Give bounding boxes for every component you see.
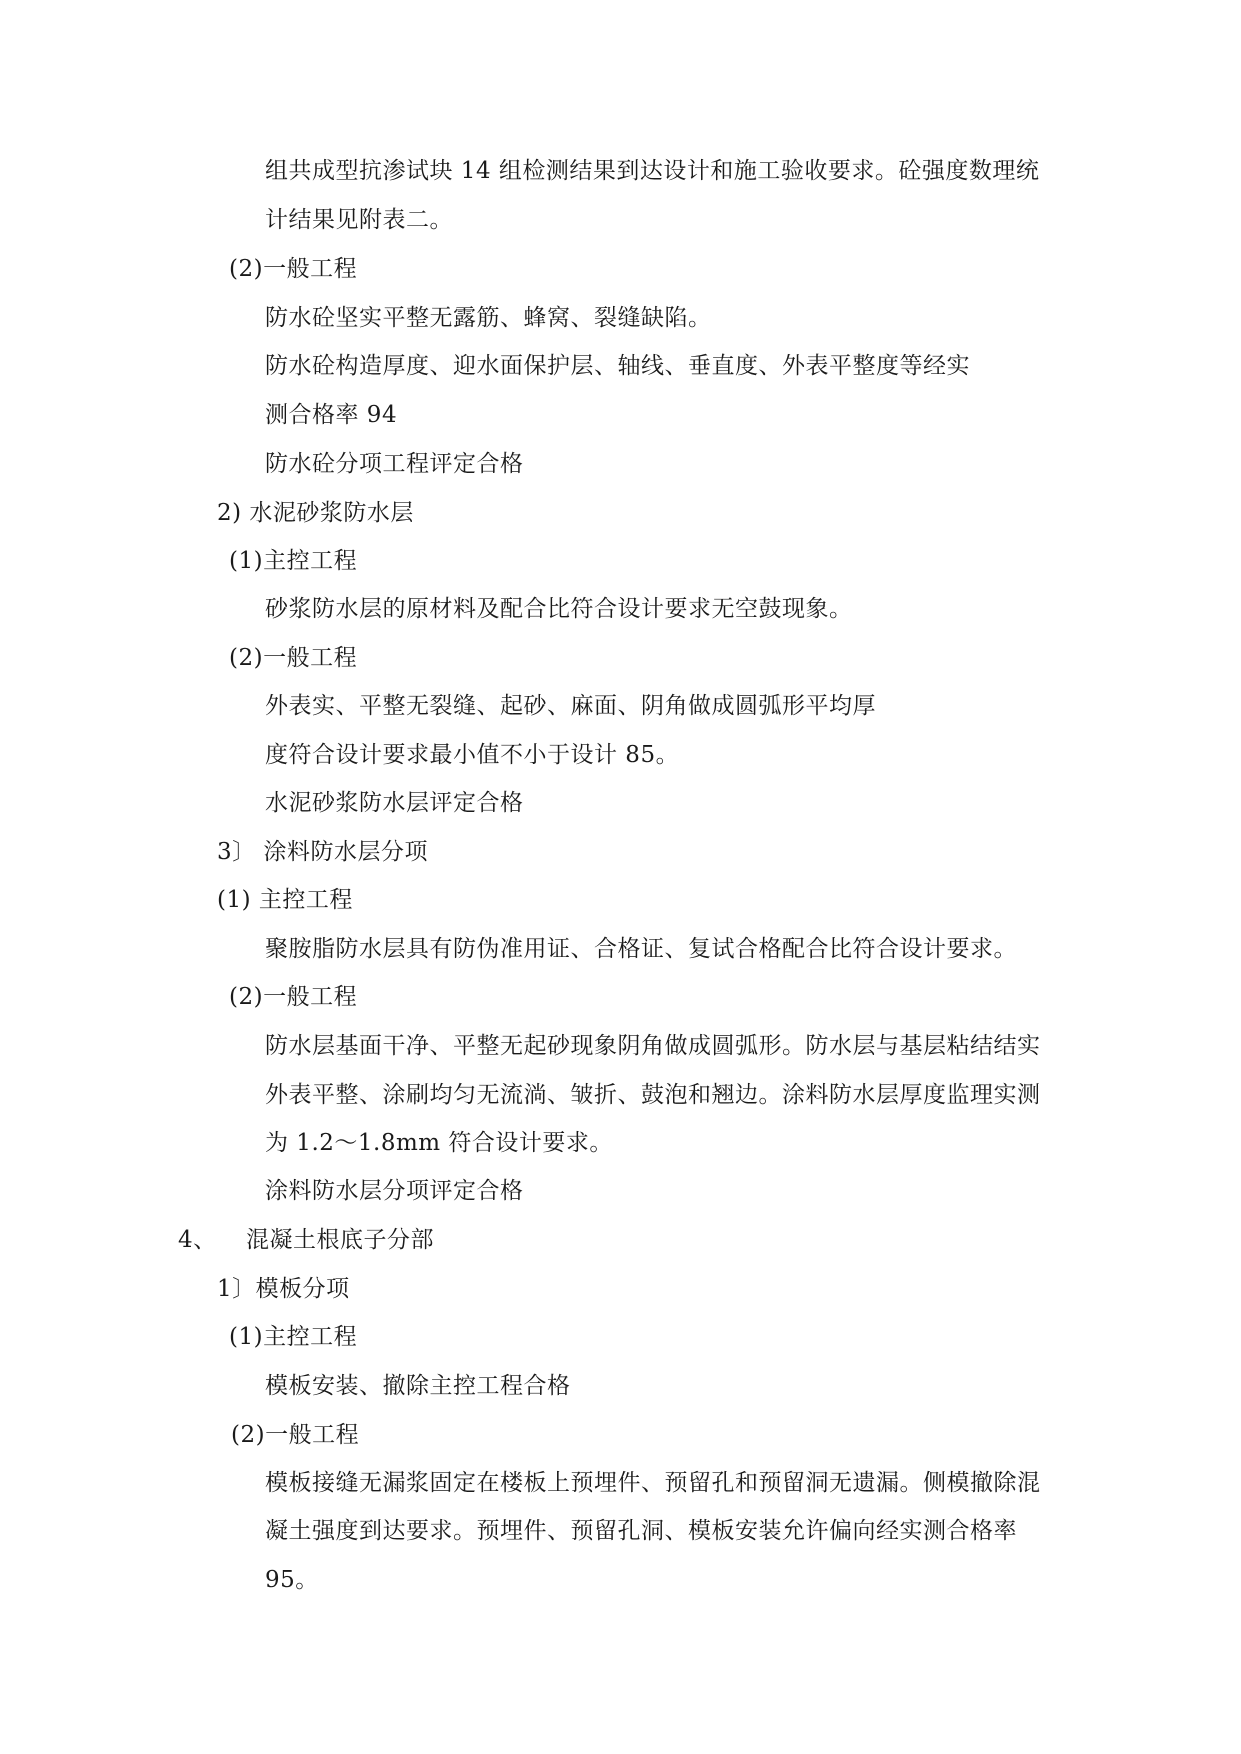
body-text: 95。 — [265, 1567, 319, 1593]
body-text: 防水层基面干净、平整无起砂现象阴角做成圆弧形。防水层与基层粘结结实 — [265, 1033, 1041, 1059]
body-text: 计结果见附表二。 — [265, 207, 453, 233]
body-text: 模板接缝无漏浆固定在楼板上预埋件、预留孔和预留洞无遗漏。侧模撤除混 — [265, 1470, 1041, 1496]
body-text: 水泥砂浆防水层评定合格 — [265, 790, 524, 816]
subsection-heading: (2)一般工程 — [229, 256, 358, 282]
body-text: 模板安装、撤除主控工程合格 — [265, 1373, 571, 1399]
body-text: 防水砼分项工程评定合格 — [265, 451, 524, 477]
subsection-heading: (1)主控工程 — [229, 548, 358, 574]
body-text: 防水砼坚实平整无露筋、蜂窝、裂缝缺陷。 — [265, 305, 712, 331]
chapter-number: 4、 — [178, 1227, 217, 1253]
body-text: 组共成型抗渗试块 14 组检测结果到达设计和施工验收要求。砼强度数理统 — [265, 158, 1040, 184]
section-heading: 1〕模板分项 — [217, 1276, 350, 1302]
subsection-heading: (1)主控工程 — [229, 1324, 358, 1350]
subsection-heading: (2)一般工程 — [229, 984, 358, 1010]
body-text: 外表实、平整无裂缝、起砂、麻面、阴角做成圆弧形平均厚 — [265, 693, 876, 719]
body-text: 测合格率 94 — [265, 402, 398, 428]
subsection-heading: (1) 主控工程 — [217, 887, 353, 913]
body-text: 砂浆防水层的原材料及配合比符合设计要求无空鼓现象。 — [265, 596, 853, 622]
subsection-heading: (2)一般工程 — [231, 1422, 360, 1448]
body-text: 涂料防水层分项评定合格 — [265, 1178, 524, 1204]
section-heading: 3〕 涂料防水层分项 — [217, 839, 428, 865]
chapter-heading: 混凝土根底子分部 — [246, 1227, 434, 1253]
body-text: 防水砼构造厚度、迎水面保护层、轴线、垂直度、外表平整度等经实 — [265, 353, 970, 379]
body-text: 外表平整、涂刷均匀无流淌、皱折、鼓泡和翘边。涂料防水层厚度监理实测 — [265, 1082, 1041, 1108]
section-heading: 2) 水泥砂浆防水层 — [217, 500, 414, 526]
body-text: 度符合设计要求最小值不小于设计 85。 — [265, 742, 680, 768]
body-text: 凝土强度到达要求。预埋件、预留孔洞、模板安装允许偏向经实测合格率 — [265, 1518, 1017, 1544]
subsection-heading: (2)一般工程 — [229, 645, 358, 671]
body-text: 聚胺脂防水层具有防伪准用证、合格证、复试合格配合比符合设计要求。 — [265, 936, 1017, 962]
body-text: 为 1.2～1.8mm 符合设计要求。 — [265, 1130, 613, 1156]
